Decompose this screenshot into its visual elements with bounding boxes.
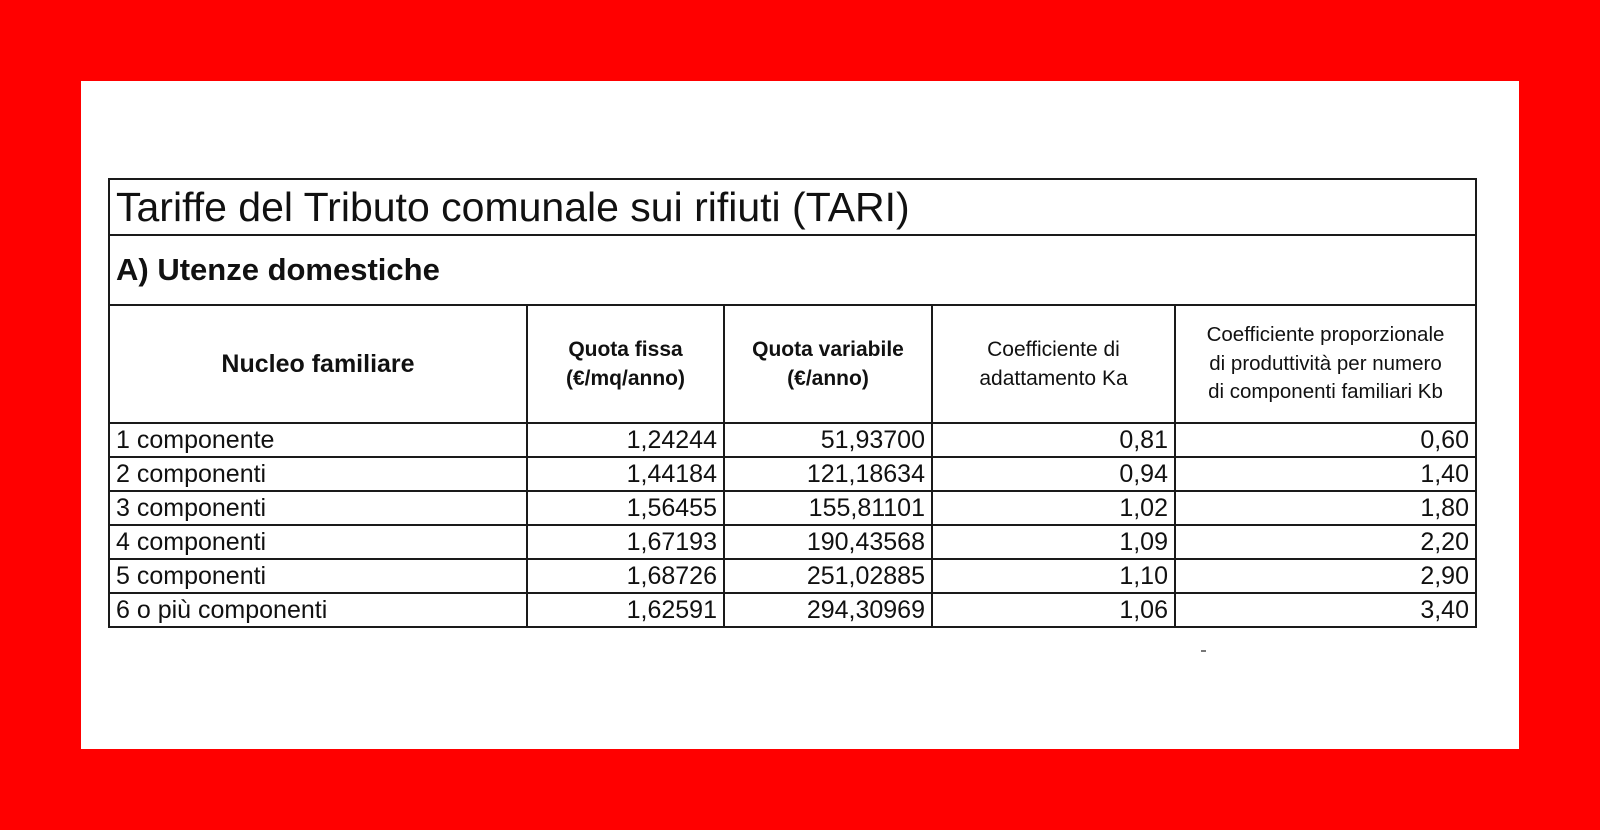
cell-quota-fissa: 1,62591: [527, 593, 724, 627]
table-row: [109, 593, 1476, 627]
header-text: Quota variabile: [752, 337, 904, 361]
column-header-kb: [1175, 305, 1476, 423]
cell-nucleo: 6 o più componenti: [109, 593, 527, 627]
cell-ka: 1,09: [932, 525, 1175, 559]
cell-quota-fissa: 1,44184: [527, 457, 724, 491]
section-row: [109, 235, 1476, 305]
tari-table: [108, 178, 1477, 628]
header-text: Quota fissa: [568, 337, 683, 361]
header-unit: (€/anno): [787, 367, 869, 390]
cell-kb: 1,40: [1175, 457, 1476, 491]
cell-quota-variabile: 121,18634: [724, 457, 932, 491]
cell-nucleo: 1 componente: [109, 423, 527, 457]
cell-ka: 0,81: [932, 423, 1175, 457]
cell-ka: 1,06: [932, 593, 1175, 627]
column-header-quota-variabile: [724, 305, 932, 423]
cell-kb: 2,20: [1175, 525, 1476, 559]
table-title: Tariffe del Tributo comunale sui rifiuti (TARI): [109, 179, 1476, 235]
cell-quota-variabile: 190,43568: [724, 525, 932, 559]
scanned-document: [81, 81, 1519, 749]
cell-ka: 0,94: [932, 457, 1175, 491]
cell-quota-variabile: 294,30969: [724, 593, 932, 627]
cell-quota-variabile: 155,81101: [724, 491, 932, 525]
table-row: [109, 525, 1476, 559]
cell-quota-fissa: 1,68726: [527, 559, 724, 593]
column-header-ka: [932, 305, 1175, 423]
cell-kb: 1,80: [1175, 491, 1476, 525]
header-text: Coefficiente proporzionale: [1206, 322, 1445, 346]
column-header-quota-fissa: [527, 305, 724, 423]
header-unit: (€/mq/anno): [566, 367, 685, 390]
cell-quota-fissa: 1,56455: [527, 491, 724, 525]
cell-nucleo: 5 componenti: [109, 559, 527, 593]
header-text: di produttività per numero: [1209, 351, 1442, 375]
table-row: [109, 457, 1476, 491]
table-row: [109, 423, 1476, 457]
table-row: [109, 559, 1476, 593]
section-heading: A) Utenze domestiche: [109, 235, 1476, 305]
cell-quota-fissa: 1,24244: [527, 423, 724, 457]
cell-kb: 2,90: [1175, 559, 1476, 593]
cell-quota-variabile: 251,02885: [724, 559, 932, 593]
scan-speck: [1201, 650, 1206, 652]
cell-kb: 0,60: [1175, 423, 1476, 457]
header-row: [109, 305, 1476, 423]
header-text: Nucleo familiare: [221, 349, 415, 378]
cell-ka: 1,10: [932, 559, 1175, 593]
column-header-nucleo: [109, 305, 527, 423]
cell-nucleo: 4 componenti: [109, 525, 527, 559]
cell-kb: 3,40: [1175, 593, 1476, 627]
cell-nucleo: 2 componenti: [109, 457, 527, 491]
title-row: [109, 179, 1476, 235]
header-text: di componenti familiari Kb: [1208, 380, 1443, 404]
cell-nucleo: 3 componenti: [109, 491, 527, 525]
header-text: Coefficiente di: [987, 337, 1120, 361]
cell-ka: 1,02: [932, 491, 1175, 525]
cell-quota-variabile: 51,93700: [724, 423, 932, 457]
header-text: adattamento Ka: [979, 367, 1128, 390]
cell-quota-fissa: 1,67193: [527, 525, 724, 559]
table-row: [109, 491, 1476, 525]
